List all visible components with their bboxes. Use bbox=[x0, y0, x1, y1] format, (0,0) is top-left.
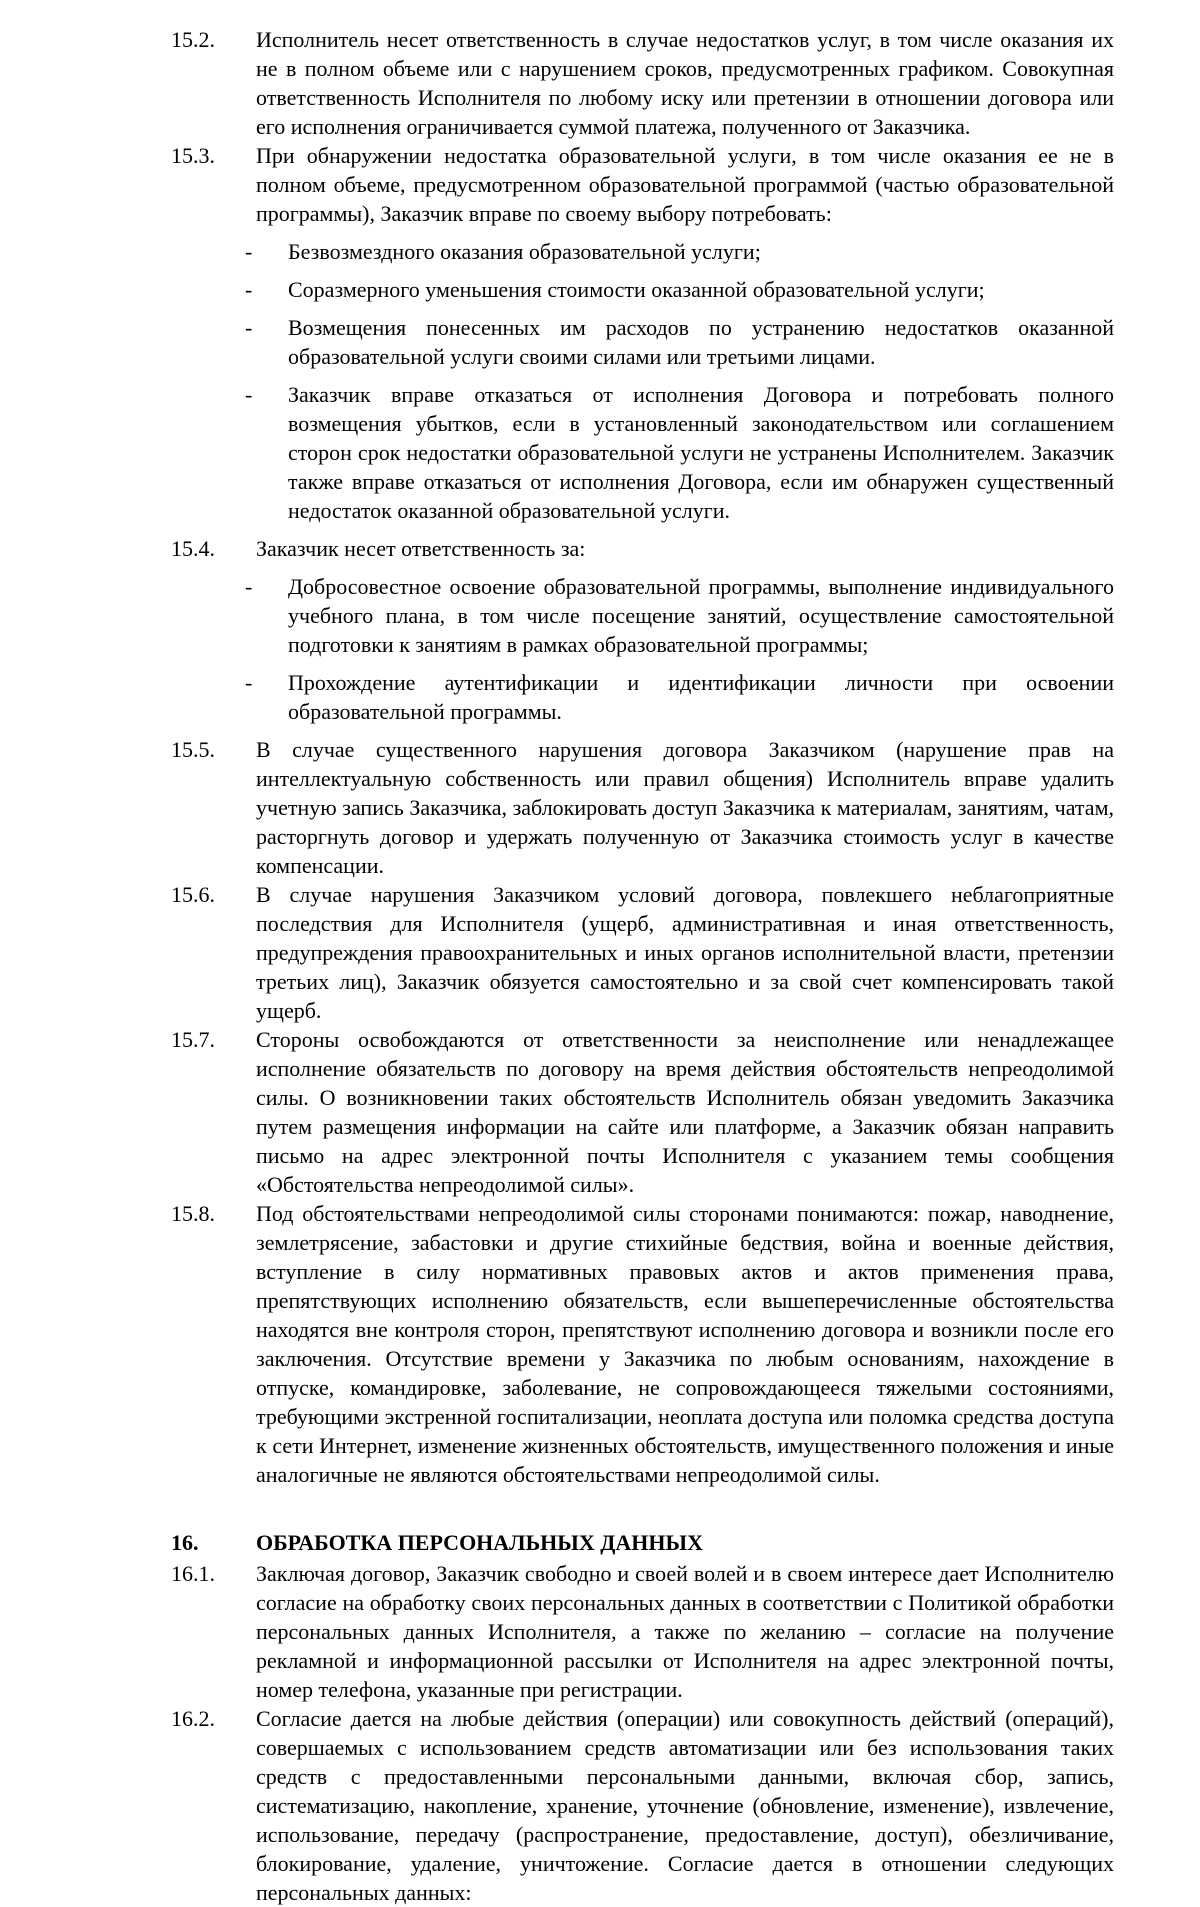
bullet-item bbox=[171, 668, 1114, 726]
clause-number: 15.5. bbox=[171, 737, 215, 762]
bullet-marker: - bbox=[245, 239, 253, 264]
numbered-clause bbox=[171, 735, 1114, 880]
bullet-marker: - bbox=[245, 670, 253, 695]
numbered-clause bbox=[171, 534, 1114, 563]
bullet-marker: - bbox=[245, 574, 253, 599]
clause-text: Возмещения понесенных им расходов по устранению недостатков оказанной образовательной услуги своими силами или третьими лицами. bbox=[288, 315, 1114, 369]
clause-number: 16.2. bbox=[171, 1706, 215, 1731]
clause-text: В случае существенного нарушения договора Заказчиком (нарушение прав на интеллектуальную собственность или правил общения) Исполнитель вправе удалить учетную запись Заказчика, заблокировать доступ Заказчика к материалам, занятиям, чатам, расторгнуть договор и удержать полученную от Заказчика стоимость услуг в качестве компенсации. bbox=[256, 737, 1114, 878]
clause-number: 15.2. bbox=[171, 27, 215, 52]
clause-text: Заказчик вправе отказаться от исполнения Договора и потребовать полного возмещения убытков, если в установленный законодательством или соглашением сторон срок недостатки образовательной услуги не устранены Исполнителем. Заказчик также вправе отказаться от исполнения Договора, если им обнаружен существенный недостаток оказанной образовательной услуги. bbox=[288, 382, 1114, 523]
clause-number: 15.8. bbox=[171, 1201, 215, 1226]
clause-text: Заключая договор, Заказчик свободно и своей волей и в своем интересе дает Исполнителю согласие на обработку своих персональных данных в соответствии с Политикой обработки персональных данных Исполнителя, а также по желанию – согласие на получение рекламной и информационной рассылки от Исполнителя на адрес электронной почты, номер телефона, указанные при регистрации. bbox=[256, 1561, 1114, 1702]
numbered-clause bbox=[171, 25, 1114, 141]
bullet-item bbox=[171, 572, 1114, 659]
clause-number: 15.6. bbox=[171, 882, 215, 907]
clause-text: В случае нарушения Заказчиком условий договора, повлекшего неблагоприятные последствия для Исполнителя (ущерб, административная и иная ответственность, предупреждения правоохранительных и иных органов исполнительной власти, претензии третьих лиц), Заказчик обязуется самостоятельно и за свой счет компенсировать такой ущерб. bbox=[256, 882, 1114, 1023]
clause-number: 15.4. bbox=[171, 536, 215, 561]
numbered-clause bbox=[171, 1025, 1114, 1199]
clause-number: 15.7. bbox=[171, 1027, 215, 1052]
bullet-marker: - bbox=[245, 277, 253, 302]
clause-text: Безвозмездного оказания образовательной услуги; bbox=[288, 239, 761, 264]
bullet-item bbox=[171, 313, 1114, 371]
numbered-clause bbox=[171, 1704, 1114, 1907]
bullet-item bbox=[171, 275, 1114, 304]
bullet-marker: - bbox=[245, 382, 253, 407]
clause-text: Под обстоятельствами непреодолимой силы сторонами понимаются: пожар, наводнение, землетрясение, забастовки и другие стихийные бедствия, война и военные действия, вступление в силу нормативных правовых актов и актов применения права, препятствующих исполнению обязательств, если вышеперечисленные обстоятельства находятся вне контроля сторон, препятствуют исполнению договора и возникли после его заключения. Отсутствие времени у Заказчика по любым основаниям, нахождение в отпуске, командировке, заболевание, не сопровождающееся тяжелыми состояниями, требующими экстренной госпитализации, неоплата доступа или поломка средства доступа к сети Интернет, изменение жизненных обстоятельств, имущественного положения и иные аналогичные не являются обстоятельствами непреодолимой силы. bbox=[256, 1201, 1114, 1487]
clause-text: Согласие дается на любые действия (операции) или совокупность действий (операций), совершаемых с использованием средств автоматизации или без использования таких средств с предоставленными персональными данными, включая сбор, запись, систематизацию, накопление, хранение, уточнение (обновление, изменение), извлечение, использование, передачу (распространение, предоставление, доступ), обезличивание, блокирование, удаление, уничтожение. Согласие дается в отношении следующих персональных данных: bbox=[256, 1706, 1114, 1905]
numbered-clause bbox=[171, 880, 1114, 1025]
numbered-clause bbox=[171, 1199, 1114, 1489]
bullet-item bbox=[171, 237, 1114, 266]
section-heading bbox=[171, 1528, 1114, 1557]
document-body bbox=[171, 25, 1114, 1907]
numbered-clause bbox=[171, 141, 1114, 228]
clause-text: Добросовестное освоение образовательной программы, выполнение индивидуального учебного плана, в том числе посещение занятий, осуществление самостоятельной подготовки к занятиям в рамках образовательной программы; bbox=[288, 574, 1114, 657]
clause-text: При обнаружении недостатка образовательной услуги, в том числе оказания ее не в полном объеме, предусмотренном образовательной программой (частью образовательной программы), Заказчик вправе по своему выбору потребовать: bbox=[256, 143, 1114, 226]
clause-text: Прохождение аутентификации и идентификации личности при освоении образовательной программы. bbox=[288, 670, 1114, 724]
numbered-clause bbox=[171, 1559, 1114, 1704]
bullet-marker: - bbox=[245, 315, 253, 340]
clause-number: 15.3. bbox=[171, 143, 215, 168]
clause-text: Заказчик несет ответственность за: bbox=[256, 536, 586, 561]
bullet-item bbox=[171, 380, 1114, 525]
clause-text: Стороны освобождаются от ответственности за неисполнение или ненадлежащее исполнение обязательств по договору на время действия обстоятельств непреодолимой силы. О возникновении таких обстоятельств Исполнитель обязан уведомить Заказчика путем размещения информации на сайте или платформе, а Заказчик обязан направить письмо на адрес электронной почты Исполнителя с указанием темы сообщения «Обстоятельства непреодолимой силы». bbox=[256, 1027, 1114, 1197]
heading-text: ОБРАБОТКА ПЕРСОНАЛЬНЫХ ДАННЫХ bbox=[256, 1530, 703, 1555]
clause-text: Исполнитель несет ответственность в случае недостатков услуг, в том числе оказания их не в полном объеме или с нарушением сроков, предусмотренных графиком. Совокупная ответственность Исполнителя по любому иску или претензии в отношении договора или его исполнения ограничивается суммой платежа, полученного от Заказчика. bbox=[256, 27, 1114, 139]
clause-number: 16. bbox=[171, 1530, 199, 1555]
clause-number: 16.1. bbox=[171, 1561, 215, 1586]
clause-text: Соразмерного уменьшения стоимости оказанной образовательной услуги; bbox=[288, 277, 985, 302]
